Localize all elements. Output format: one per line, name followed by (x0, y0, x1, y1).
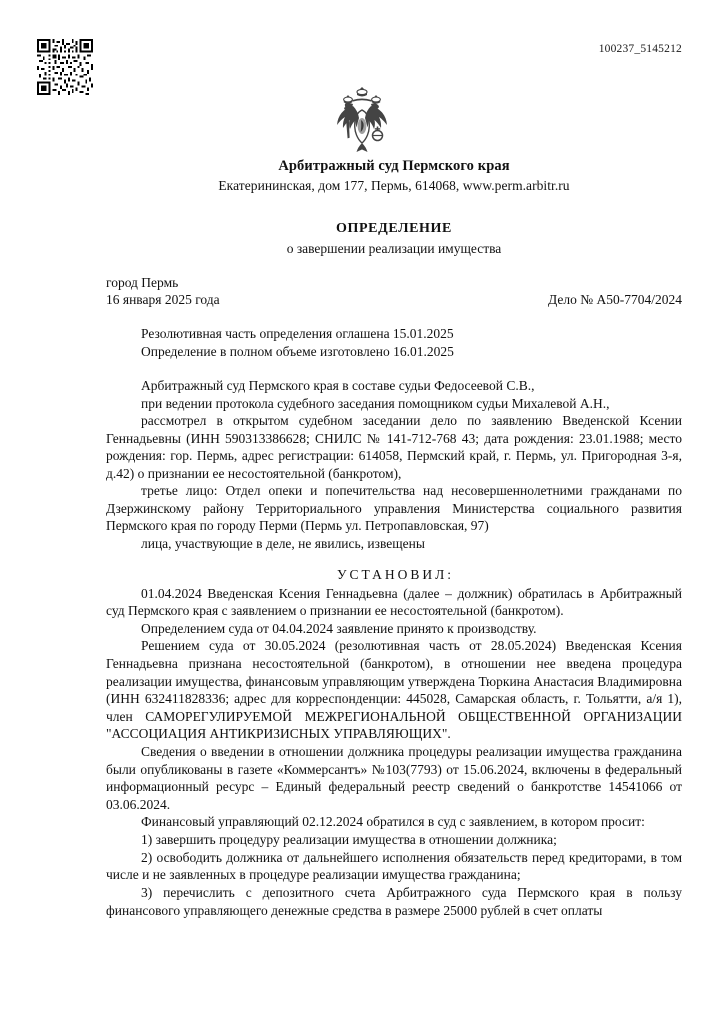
document-subtitle: о завершении реализации имущества (286, 241, 502, 256)
document-id: 100237_5145212 (598, 43, 682, 55)
composition-block (106, 377, 682, 552)
document-date: 16 января 2025 года (106, 292, 220, 307)
paragraph-8: 3) перечислить с депозитного счета Арбитражного суда Пермского края в пользу финансового управляющего денежные средства в размере 25000 рублей в счет оплаты (106, 884, 682, 918)
court-name: Арбитражный суд Пермского края (278, 158, 510, 174)
paragraph-2: Определением суда от 04.04.2024 заявление принято к производству. (141, 620, 537, 636)
paragraph-4: Сведения о введении в отношении должника процедуры реализации имущества гражданина были опубликованы в газете «Коммерсантъ» №103(7793) от 15.06.2024, включены в федеральный информационный ресурс – Единый федеральный реестр сведений о банкротстве 14541066 от 03.06.2024. (106, 744, 682, 812)
composition-line-1: Арбитражный суд Пермского края в составе судьи Федосеевой С.В., (141, 378, 535, 394)
court-address: Екатерининская, дом 177, Пермь, 614068, www.perm.arbitr.ru (218, 178, 570, 193)
russian-coat-of-arms-icon (0, 86, 724, 154)
case-number: Дело № А50-7704/2024 (548, 292, 682, 307)
paragraph-3: Решением суда от 30.05.2024 (резолютивная часть от 28.05.2024) Введенская Ксения Геннадьевна признана несостоятельной (банкротом), в отношении нее введена процедура реализации имущества, финансовым управляющим утверждена Тюркина Анастасия Владимировна (ИНН 632411828336; адрес для корреспонденции: 445028, Самарская область, г. Тольятти, а/я 1), член САМОРЕГУЛИРУЕМОЙ МЕЖРЕГИОНАЛЬНОЙ ОБЩЕСТВЕННОЙ ОРГАНИЗАЦИИ "АССОЦИАЦИЯ АНТИКРИЗИСНЫХ УПРАВЛЯЮЩИХ". (106, 638, 682, 742)
ustanovil-colon: : (447, 566, 452, 582)
announcement-line-2: Определение в полном объеме изготовлено 16.01.2025 (141, 343, 454, 359)
composition-line-2: при ведении протокола судебного заседания помощником судьи Михалевой А.Н., (141, 395, 610, 411)
composition-line-4: третье лицо: Отдел опеки и попечительства над несовершеннолетними гражданами по Дзержинскому району Территориального управления Министерства социального развития Пермского края по городу Перми (Пермь ул. Петропавловская, 97) (106, 483, 682, 534)
announcement-block (106, 325, 682, 360)
city-label: город Пермь (106, 275, 179, 290)
document-title: ОПРЕДЕЛЕНИЕ (336, 221, 452, 236)
paragraph-7: 2) освободить должника от дальнейшего исполнения обязательств перед кредиторами, в том числе и не заявленных в процедуре реализации имущества гражданина; (106, 849, 682, 883)
ustanovil-heading (106, 567, 682, 583)
paragraph-1: 01.04.2024 Введенская Ксения Геннадьевна (далее – должник) обратилась в Арбитражный суд Пермского края с заявлением о признании ее несостоятельной (банкротом). (106, 585, 682, 619)
composition-line-5: лица, участвующие в деле, не явились, извещены (141, 536, 425, 552)
composition-line-3: рассмотрел в открытом судебном заседании дело по заявлению Введенской Ксении Геннадьевны (ИНН 590313386628; СНИЛС № 141-712-768 43; дата рождения: 23.01.1988; место рождения: гор. Пермь, адрес регистрации: 614058, Пермский край, г. Пермь, ул. Пригородная 3-я, д.42) о признании ее несостоятельной (банкротом), (106, 413, 682, 481)
announcement-line-1: Резолютивная часть определения оглашена 15.01.2025 (141, 326, 454, 341)
place-and-date-block (106, 275, 682, 308)
document-content (106, 158, 682, 919)
ustanovil-word: УСТАНОВИЛ (336, 566, 448, 582)
body-text (106, 585, 682, 920)
paragraph-5: Финансовый управляющий 02.12.2024 обратился в суд с заявлением, в котором просит: (141, 814, 645, 830)
paragraph-6: 1) завершить процедуру реализации имущества в отношении должника; (141, 832, 557, 848)
